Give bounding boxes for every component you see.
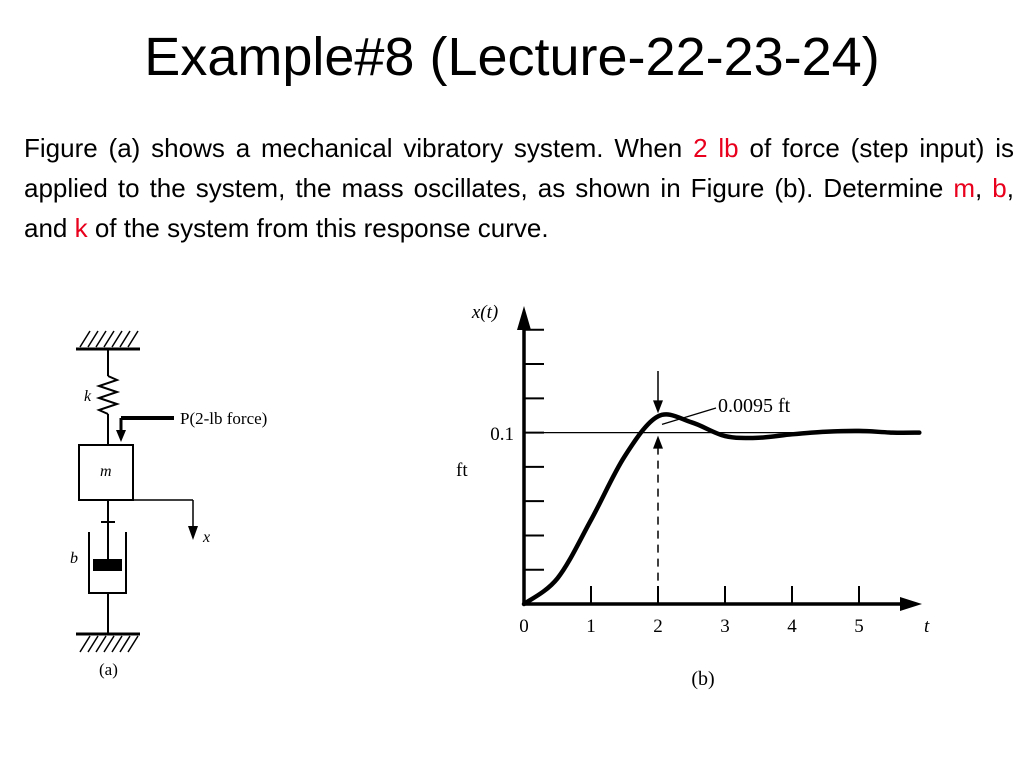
y-reference-label: 0.1 (490, 424, 514, 445)
x-tick-label: 3 (720, 616, 730, 637)
y-unit-label: ft (456, 460, 468, 481)
statement-text-1: Figure (a) shows a mechanical vibratory system. When (24, 133, 694, 163)
peak-bottom-arrowhead (653, 436, 663, 449)
statement-text-3: of the system from this response curve. (87, 213, 549, 243)
displacement-label: x (203, 529, 211, 546)
figure-b-caption: (b) (691, 668, 715, 690)
statement-text-2: of force (step input) is applied to the system, the mass oscillates, as shown in Figure (b). Determine (24, 133, 1014, 203)
x-tick-label: 0 (519, 616, 529, 637)
param-k: k (74, 213, 88, 243)
figure-a-caption: (a) (99, 660, 118, 679)
damper-label: b (70, 550, 78, 567)
response-curve (524, 414, 919, 604)
separator-2: , and (24, 173, 1014, 243)
peak-markers (653, 371, 716, 602)
peak-top-arrowhead (653, 400, 663, 413)
y-axis-ticks (524, 330, 544, 570)
param-m: m (953, 173, 976, 203)
separator-1: , (975, 173, 993, 203)
spring-label: k (84, 388, 92, 405)
x-axis-ticks (519, 586, 864, 637)
mass-label: m (100, 463, 112, 480)
x-tick-label: 1 (586, 616, 596, 637)
param-b: b (992, 173, 1007, 203)
slide-title: Example#8 (Lecture-22-23-24) (144, 27, 880, 87)
x-tick-label: 5 (854, 616, 864, 637)
x-tick-label: 2 (653, 616, 663, 637)
y-axis-label: x(t) (471, 302, 499, 323)
force-label: P(2-lb force) (180, 409, 268, 428)
overshoot-label: 0.0095 ft (718, 395, 791, 417)
force-value: 2 lb (693, 133, 739, 163)
x-tick-label: 4 (787, 616, 797, 637)
x-axis-label: t (924, 616, 930, 637)
chart-axes (517, 306, 922, 611)
x-axis-arrowhead (900, 597, 922, 611)
y-axis-arrowhead (517, 306, 531, 330)
